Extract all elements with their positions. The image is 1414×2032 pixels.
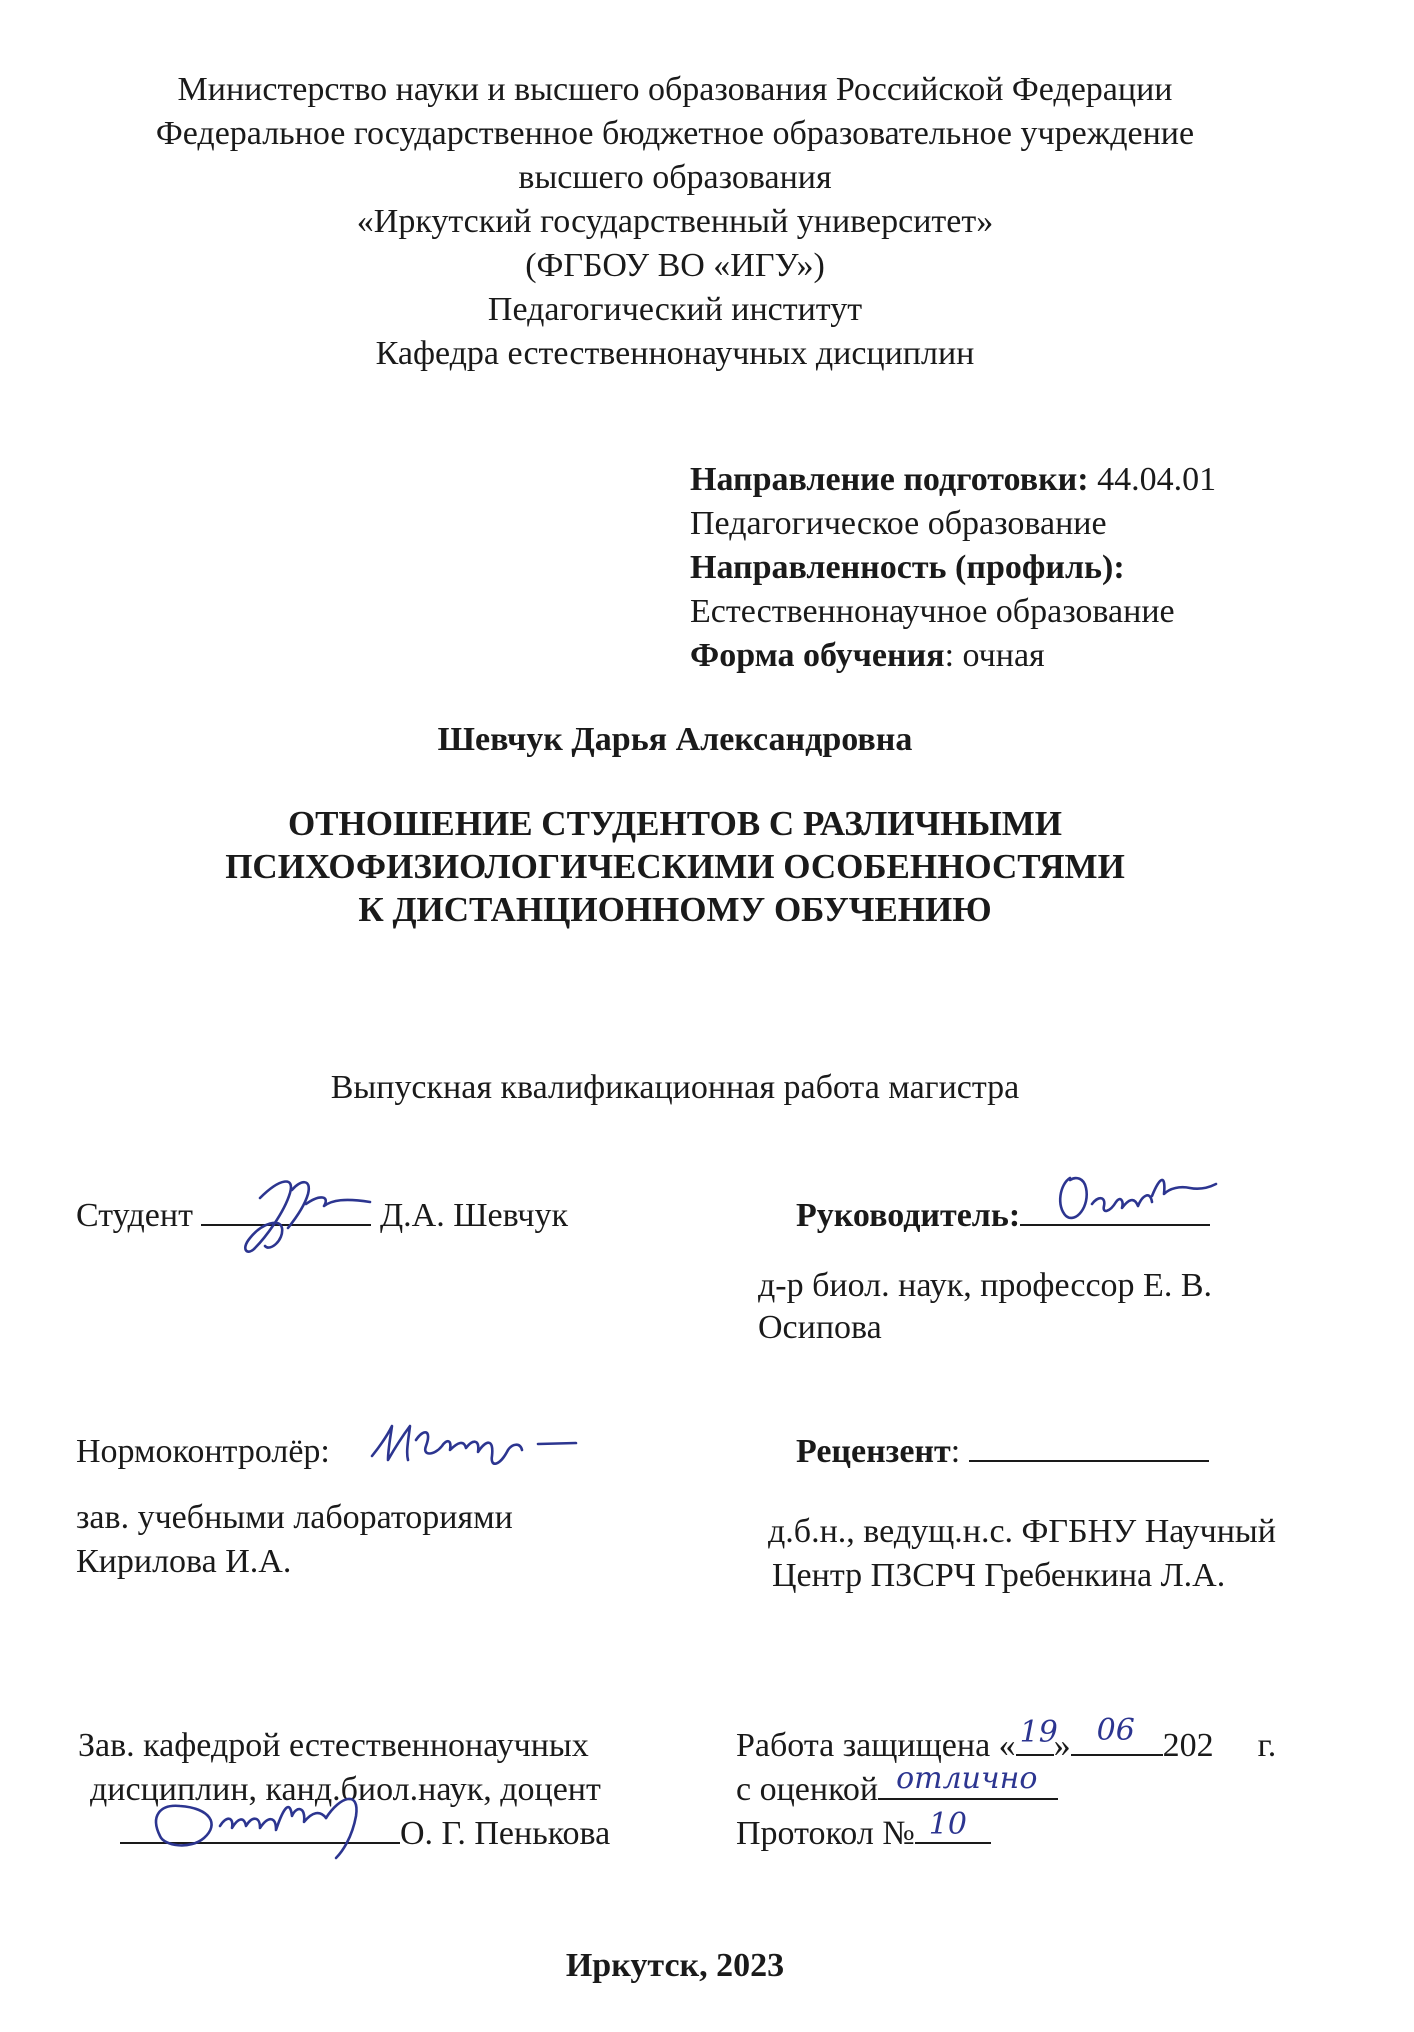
direction-name: Педагогическое образование bbox=[690, 505, 1107, 542]
study-form-label: Форма обучения bbox=[690, 637, 945, 674]
reviewer-colon: : bbox=[950, 1433, 961, 1470]
defense-prefix: Работа защищена « bbox=[736, 1727, 1016, 1764]
supervisor-signature bbox=[1040, 1166, 1240, 1226]
protocol-label: Протокол № bbox=[736, 1815, 915, 1852]
work-type: Выпускная квалификационная работа магистра bbox=[330, 1069, 1020, 1106]
profile-label: Направленность (профиль): bbox=[690, 549, 1125, 586]
study-form-line bbox=[690, 634, 1045, 678]
head-position-line-1: Зав. кафедрой естественнонаучных bbox=[78, 1727, 589, 1764]
supervisor-label: Руководитель: bbox=[796, 1197, 1021, 1234]
grade-label: с оценкой bbox=[736, 1771, 879, 1808]
defense-year-suffix: г. bbox=[1257, 1727, 1277, 1764]
reviewer-line bbox=[796, 1430, 1209, 1474]
header-institution-type: Федеральное государственное бюджетное образовательное учреждение bbox=[155, 115, 1195, 152]
grade-value: отлично bbox=[896, 1761, 1038, 1796]
direction-code: 44.04.01 bbox=[1088, 461, 1217, 498]
head-name: О. Г. Пенькова bbox=[400, 1815, 611, 1852]
grade-line bbox=[736, 1761, 1058, 1812]
supervisor-surname: Осипова bbox=[758, 1309, 882, 1346]
defense-month: 06 bbox=[1096, 1713, 1135, 1748]
profile-name: Естественнонаучное образование bbox=[690, 593, 1175, 630]
reviewer-label: Рецензент bbox=[796, 1433, 951, 1470]
direction-line bbox=[690, 458, 1216, 502]
header-university: «Иркутский государственный университет» bbox=[356, 203, 994, 240]
normcontrol-label: Нормоконтролёр: bbox=[76, 1433, 330, 1470]
protocol-number: 10 bbox=[928, 1807, 967, 1842]
head-signature bbox=[120, 1776, 420, 1866]
student-signature bbox=[220, 1168, 380, 1258]
defense-month-line bbox=[1071, 1713, 1163, 1756]
normcontrol-line bbox=[76, 1430, 330, 1474]
defense-mid: » bbox=[1053, 1727, 1071, 1764]
city-year: Иркутск, 2023 bbox=[565, 1947, 785, 1984]
defense-day-line bbox=[1016, 1715, 1058, 1756]
reviewer-credentials: д.б.н., ведущ.н.с. ФГБНУ Научный bbox=[768, 1513, 1276, 1550]
header-education-level: высшего образования bbox=[518, 159, 832, 196]
study-form-value: : очная bbox=[944, 637, 1045, 674]
thesis-title-line-1: ОТНОШЕНИЕ СТУДЕНТОВ С РАЗЛИЧНЫМИ bbox=[287, 804, 1063, 843]
reviewer-name: Центр ПЗСРЧ Гребенкина Л.А. bbox=[772, 1557, 1226, 1594]
normcontrol-signature bbox=[362, 1416, 602, 1476]
direction-label: Направление подготовки: bbox=[690, 461, 1089, 498]
normcontrol-position: зав. учебными лабораториями bbox=[76, 1499, 513, 1536]
thesis-title-line-3: К ДИСТАНЦИОННОМУ ОБУЧЕНИЮ bbox=[358, 890, 992, 929]
header-abbreviation: (ФГБОУ ВО «ИГУ») bbox=[525, 247, 825, 284]
reviewer-signature-line bbox=[969, 1430, 1209, 1462]
supervisor-credentials: д-р биол. наук, профессор Е. В. bbox=[758, 1267, 1213, 1304]
header-ministry: Министерство науки и высшего образования Российской Федерации bbox=[177, 71, 1173, 108]
normcontrol-name: Кирилова И.А. bbox=[76, 1543, 292, 1580]
student-label: Студент bbox=[76, 1197, 193, 1234]
header-department: Кафедра естественнонаучных дисциплин bbox=[375, 335, 975, 372]
grade-underline bbox=[878, 1761, 1058, 1800]
author-name: Шевчук Дарья Александровна bbox=[437, 721, 913, 758]
defense-year: 202 bbox=[1162, 1727, 1214, 1764]
student-name: Д.А. Шевчук bbox=[379, 1197, 568, 1234]
defense-day: 19 bbox=[1019, 1715, 1058, 1750]
protocol-underline bbox=[915, 1807, 991, 1844]
head-position-line-2: дисциплин, канд.биол.наук, доцент bbox=[90, 1771, 601, 1808]
header-institute: Педагогический институт bbox=[487, 291, 863, 328]
thesis-title-line-2: ПСИХОФИЗИОЛОГИЧЕСКИМИ ОСОБЕННОСТЯМИ bbox=[225, 847, 1125, 886]
protocol-line bbox=[736, 1807, 991, 1856]
